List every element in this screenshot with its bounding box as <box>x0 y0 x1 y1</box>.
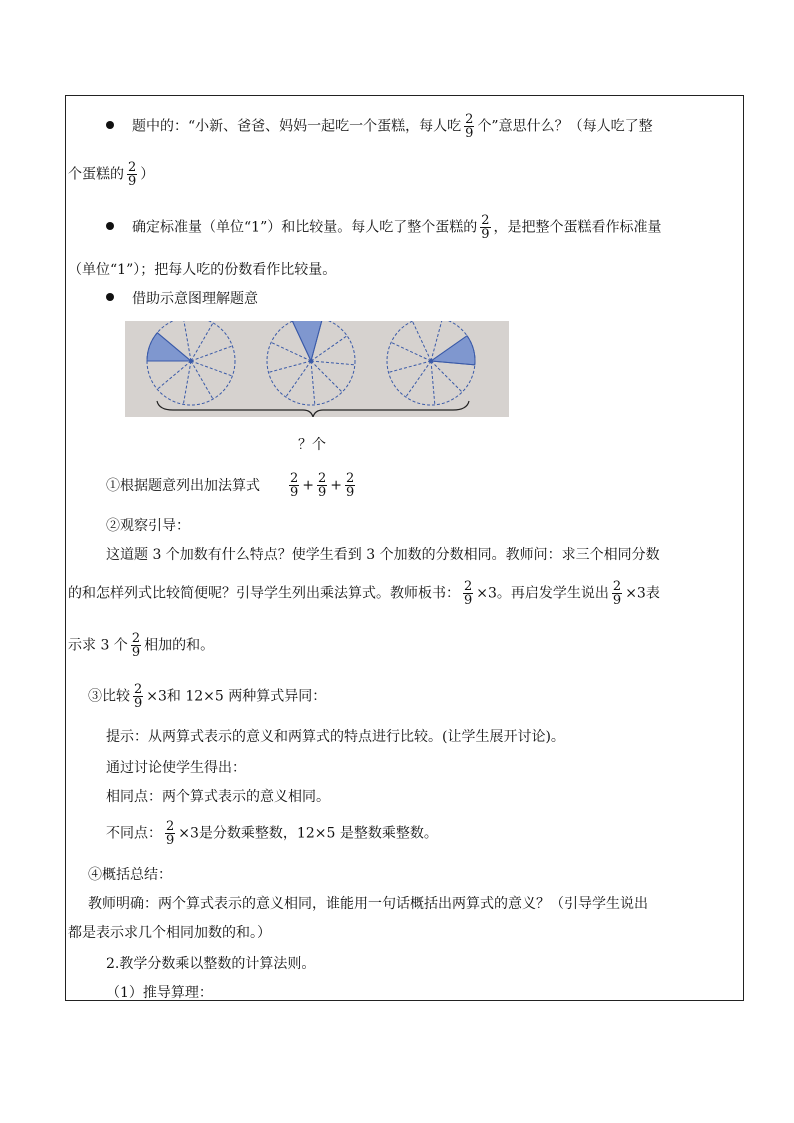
divider-line <box>412 321 431 361</box>
center-dot <box>189 359 193 363</box>
cake-circle-1 <box>147 321 235 405</box>
divider-line <box>311 361 355 365</box>
cake-circle-2 <box>267 321 355 405</box>
text: 相加的和。 <box>144 637 215 654</box>
text: 不同点： <box>106 825 162 842</box>
center-dot <box>429 359 433 363</box>
fraction: $\frac{2}{9}$ <box>481 213 490 242</box>
divider-line <box>191 361 232 376</box>
step-4-title: ④概括总结： <box>88 867 172 883</box>
fraction: $\frac{2}{9}$ <box>346 471 355 500</box>
cake-circles-svg <box>125 321 509 417</box>
text: ×3 <box>476 585 497 602</box>
text: ，是把整个蛋糕看作标准量 <box>493 219 662 236</box>
center-dot <box>309 359 313 363</box>
fraction: $\frac{2}{9}$ <box>612 579 622 608</box>
step-3-same: 相同点：两个算式表示的意义相同。 <box>106 789 330 805</box>
divider-line <box>191 361 213 399</box>
text: 借助示意图理解题意 <box>132 291 258 307</box>
step-2-title: ②观察引导： <box>106 518 190 534</box>
step-3-diff <box>106 820 438 847</box>
text: 表 <box>645 585 660 602</box>
figure-label: ？个 <box>298 437 326 453</box>
bullet-item-2 <box>106 214 662 241</box>
fraction: $\frac{2}{9}$ <box>290 471 299 500</box>
text: 。再启发学生说出 <box>496 585 609 602</box>
fraction: $\frac{2}{9}$ <box>134 682 143 711</box>
fraction: $\frac{2}{9}$ <box>464 579 473 608</box>
section-2-sub: （1）推导算理： <box>106 985 213 1001</box>
text: ①根据题意列出加法算式 <box>106 477 260 494</box>
text: 个”意思什么？（每人吃了整 <box>477 118 653 135</box>
divider-line <box>191 323 213 361</box>
shaded-sector <box>147 333 191 361</box>
plus-sign: + <box>330 477 343 494</box>
step-1 <box>106 472 358 499</box>
section-2-title: 2.教学分数乘以整数的计算法则。 <box>106 956 316 972</box>
text: 示求 3 个 <box>68 637 128 654</box>
text: 确定标准量（单位“1”）和比较量。每人吃了整个蛋糕的 <box>132 219 478 236</box>
step-4-line-1: 教师明确：两个算式表示的意义相同，谁能用一句话概括出两算式的意义？（引导学生说出 <box>88 896 648 912</box>
step-3-hint: 提示：从两算式表示的意义和两算式的特点进行比较。(让学生展开讨论)。 <box>106 729 565 745</box>
divider-line <box>191 346 232 361</box>
divider-line <box>431 361 462 392</box>
bullet-dot-icon <box>106 121 114 129</box>
text: 题中的：“小新、爸爸、妈妈一起吃一个蛋糕，每人吃 <box>132 118 462 135</box>
fraction: $\frac{2}{9}$ <box>318 471 327 500</box>
plus-sign: + <box>302 477 315 494</box>
bullet-dot-icon <box>106 222 114 230</box>
shaded-sector <box>292 321 322 361</box>
fraction: $\frac{2}{9}$ <box>465 112 474 141</box>
text: 的和怎样列式比较简便呢？引导学生列出乘法算式。教师板书： <box>68 585 460 602</box>
text: ） <box>140 166 155 183</box>
bullet-item-1 <box>106 113 653 140</box>
divider-line <box>431 361 435 405</box>
step-4-line-2: 都是表示求几个相同加数的和。） <box>68 925 271 941</box>
bullet-item-3 <box>106 291 258 307</box>
text: ×3是分数乘整数，12×5 是整数乘整数。 <box>178 825 438 842</box>
text: ③比较 <box>88 688 130 705</box>
bullet-item-1-cont <box>68 161 154 188</box>
fraction: $\frac{2}{9}$ <box>131 631 141 660</box>
fraction: $\frac{2}{9}$ <box>166 819 175 848</box>
fraction: $\frac{2}{9}$ <box>128 160 137 189</box>
step-3-discuss: 通过讨论使学生得出： <box>106 760 246 776</box>
bullet-item-2-cont: （单位“1”）；把每人吃的份数看作比较量。 <box>68 262 337 278</box>
step-2-line-3 <box>68 632 214 659</box>
cake-circle-3 <box>387 321 475 405</box>
divider-line <box>311 361 315 405</box>
bullet-dot-icon <box>106 293 114 301</box>
step-2-line-2 <box>68 580 660 607</box>
text: 个蛋糕的 <box>68 166 124 183</box>
shaded-sector <box>431 336 475 365</box>
text: ×3 <box>625 585 646 602</box>
step-3-title <box>88 683 326 710</box>
divider-line <box>183 361 191 404</box>
step-2-line-1: 这道题 3 个加数有什么特点？使学生看到 3 个加数的分数相同。教师问：求三个相同分数 <box>106 547 660 563</box>
cake-diagram <box>125 321 509 417</box>
divider-line <box>311 361 342 392</box>
divider-line <box>157 361 191 389</box>
text: ×3和 12×5 两种算式异同： <box>146 688 327 705</box>
divider-line <box>391 342 431 361</box>
